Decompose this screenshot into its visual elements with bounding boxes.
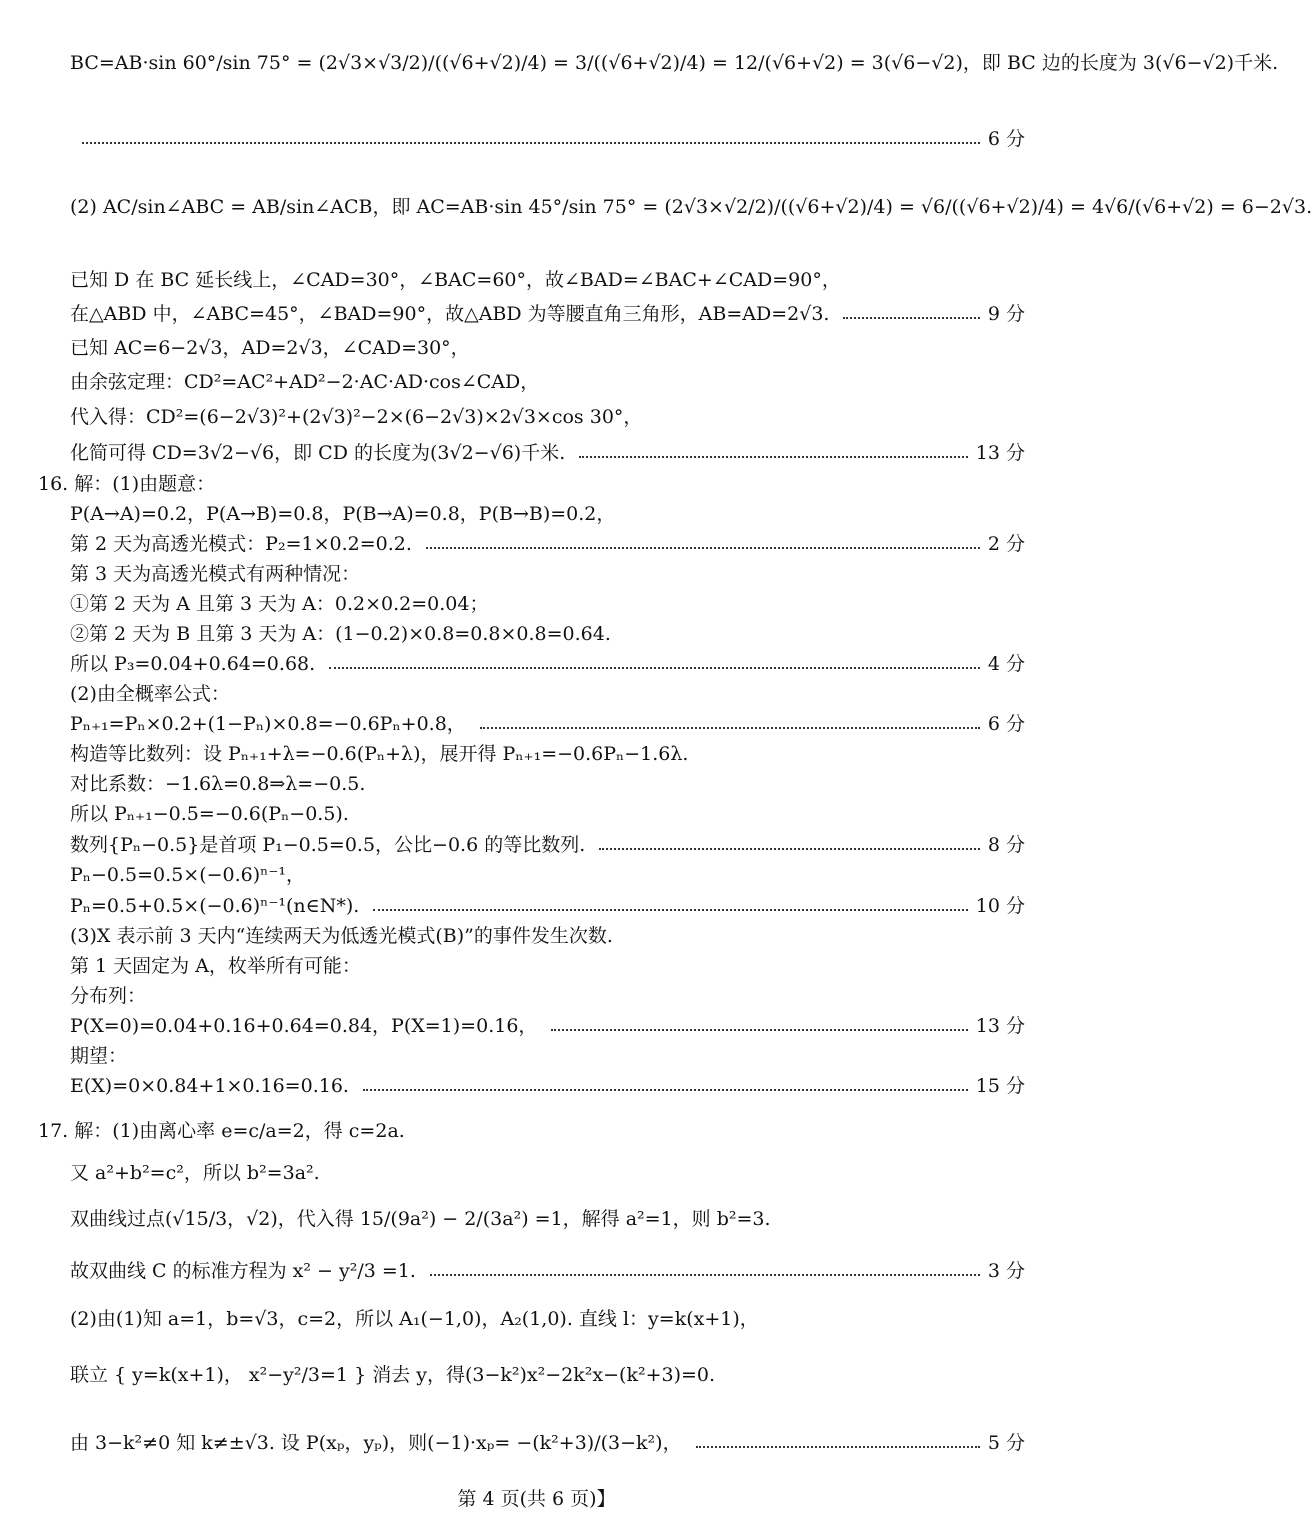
line-19 bbox=[70, 737, 1025, 771]
score-label: 5 分 bbox=[987, 1432, 1025, 1454]
line-text: 构造等比数列：设 Pₙ₊₁+λ=−0.6(Pₙ+λ)，展开得 Pₙ₊₁=−0.6Pₙ−1.6λ. bbox=[70, 743, 689, 765]
line-text: 分布列： bbox=[70, 985, 147, 1007]
line-17 bbox=[70, 677, 1025, 711]
score-label: 13 分 bbox=[975, 442, 1025, 464]
score-label: 9 分 bbox=[987, 303, 1025, 325]
line-text: 第 1 天固定为 A，枚举所有可能： bbox=[70, 955, 361, 977]
line-27 bbox=[70, 979, 1025, 1013]
line-4 bbox=[70, 263, 1025, 297]
line-text: P(X=0)=0.04+0.16+0.64=0.84，P(X=1)=0.16， bbox=[70, 1015, 538, 1037]
line-text: 在△ABD 中，∠ABC=45°，∠BAD=90°，故△ABD 为等腰直角三角形，AB=AD=2√3. bbox=[70, 303, 830, 325]
line-32 bbox=[70, 1156, 1025, 1190]
line-29 bbox=[70, 1039, 1025, 1073]
line-text: 联立 { y=k(x+1)， x²−y²/3=1 } 消去 y，得(3−k²)x²−2k²x−(k²+3)=0. bbox=[70, 1364, 716, 1386]
page-number: 第 4 页(共 6 页)】 bbox=[457, 1488, 616, 1510]
line-text: 所以 P₃=0.04+0.64=0.68. bbox=[70, 653, 316, 675]
line-text: (3)X 表示前 3 天内“连续两天为低透光模式(B)”的事件发生次数. bbox=[70, 925, 613, 947]
line-text: ②第 2 天为 B 且第 3 天为 A：(1−0.2)×0.8=0.8×0.8=0.64. bbox=[70, 623, 611, 645]
line-text: P(A→A)=0.2，P(A→B)=0.8，P(B→A)=0.8，P(B→B)=0.2， bbox=[70, 503, 616, 525]
line-24 bbox=[70, 889, 1025, 923]
dot-leader bbox=[843, 317, 979, 319]
dot-leader bbox=[329, 667, 980, 669]
dot-leader bbox=[426, 547, 980, 549]
line-text: 双曲线过点(√15/3，√2)，代入得 15/(9a²) − 2/(3a²) =1，解得 a²=1，则 b²=3. bbox=[70, 1208, 771, 1230]
line-37 bbox=[70, 1412, 1025, 1474]
line-22 bbox=[70, 828, 1025, 862]
line-text: (2)由全概率公式： bbox=[70, 683, 230, 705]
line-7 bbox=[70, 365, 1025, 399]
score-label: 6 分 bbox=[987, 713, 1025, 735]
dot-leader bbox=[82, 142, 980, 144]
line-12 bbox=[70, 527, 1025, 561]
line-text: 期望： bbox=[70, 1045, 128, 1067]
score-label: 10 分 bbox=[975, 895, 1025, 917]
dot-leader bbox=[363, 1089, 968, 1091]
line-13 bbox=[70, 557, 1025, 591]
line-text: Pₙ₊₁=Pₙ×0.2+(1−Pₙ)×0.8=−0.6Pₙ+0.8， bbox=[70, 713, 466, 735]
score-label: 6 分 bbox=[987, 128, 1025, 150]
line-10 bbox=[38, 467, 1025, 501]
score-label: 2 分 bbox=[987, 533, 1025, 555]
score-label: 3 分 bbox=[987, 1260, 1025, 1282]
line-text: 数列{Pₙ−0.5}是首项 P₁−0.5=0.5，公比−0.6 的等比数列. bbox=[70, 834, 586, 856]
line-text: ①第 2 天为 A 且第 3 天为 A：0.2×0.2=0.04； bbox=[70, 593, 489, 615]
line-text: 第 2 天为高透光模式：P₂=1×0.2=0.2. bbox=[70, 533, 412, 555]
line-text: 由 3−k²≠0 知 k≠±√3. 设 P(xₚ，yₚ)，则(−1)·xₚ= −(k²+3)/(3−k²)， bbox=[70, 1432, 682, 1454]
line-30 bbox=[70, 1069, 1025, 1103]
score-label: 4 分 bbox=[987, 653, 1025, 675]
line-8 bbox=[70, 400, 1025, 434]
score-label: 8 分 bbox=[987, 834, 1025, 856]
line-text: 17. 解：(1)由离心率 e=c/a=2，得 c=2a. bbox=[38, 1120, 405, 1142]
line-text: 16. 解：(1)由题意： bbox=[38, 473, 216, 495]
line-16 bbox=[70, 647, 1025, 681]
line-3 bbox=[70, 162, 1312, 252]
dot-leader bbox=[480, 727, 980, 729]
line-text: 故双曲线 C 的标准方程为 x² − y²/3 =1. bbox=[70, 1260, 416, 1282]
line-26 bbox=[70, 949, 1025, 983]
line-text: 已知 AC=6−2√3，AD=2√3，∠CAD=30°， bbox=[70, 337, 470, 359]
line-36 bbox=[70, 1330, 1025, 1420]
line-5 bbox=[70, 297, 1025, 331]
line-28 bbox=[70, 1009, 1025, 1043]
line-9 bbox=[70, 436, 1025, 470]
dot-leader bbox=[551, 1029, 967, 1031]
line-text: (2) AC/sin∠ABC = AB/sin∠ACB，即 AC=AB·sin 45°/sin 75° = (2√3×√2/2)/((√6+√2)/4) = √6/((√6+√2)/4) = 4√6/(√6+√2) = 6−2√3. bbox=[70, 196, 1312, 218]
line-text: BC=AB·sin 60°/sin 75° = (2√3×√3/2)/((√6+√2)/4) = 3/((√6+√2)/4) = 12/(√6+√2) = 3(√6−√2)，即 BC 边的长度为 3(√6−√2)千米. bbox=[70, 52, 1279, 74]
line-14 bbox=[70, 587, 1025, 621]
line-11 bbox=[70, 497, 1025, 531]
line-text: E(X)=0×0.84+1×0.16=0.16. bbox=[70, 1075, 349, 1097]
dot-leader bbox=[696, 1446, 980, 1448]
line-text: (2)由(1)知 a=1，b=√3，c=2，所以 A₁(−1,0)，A₂(1,0). 直线 l：y=k(x+1)， bbox=[70, 1308, 759, 1330]
line-21 bbox=[70, 797, 1025, 831]
line-text: 所以 Pₙ₊₁−0.5=−0.6(Pₙ−0.5). bbox=[70, 803, 349, 825]
line-18 bbox=[70, 707, 1025, 741]
line-25 bbox=[70, 919, 1025, 953]
dot-leader bbox=[430, 1274, 980, 1276]
score-label: 13 分 bbox=[975, 1015, 1025, 1037]
line-34 bbox=[70, 1240, 1025, 1302]
line-text: 第 3 天为高透光模式有两种情况： bbox=[70, 563, 361, 585]
line-31 bbox=[38, 1100, 1025, 1162]
line-text: 对比系数：−1.6λ=0.8⇒λ=−0.5. bbox=[70, 773, 366, 795]
line-23 bbox=[70, 858, 1025, 892]
line-text: 已知 D 在 BC 延长线上，∠CAD=30°，∠BAC=60°，故∠BAD=∠BAC+∠CAD=90°， bbox=[70, 269, 841, 291]
line-20 bbox=[70, 767, 1025, 801]
dot-leader bbox=[579, 456, 968, 458]
line-1 bbox=[70, 18, 1279, 108]
line-text: Pₙ=0.5+0.5×(−0.6)ⁿ⁻¹(n∈N*). bbox=[70, 895, 360, 917]
dot-leader bbox=[599, 848, 980, 850]
line-text: 代入得：CD²=(6−2√3)²+(2√3)²−2×(6−2√3)×2√3×cos 30°， bbox=[70, 406, 643, 428]
line-text: 由余弦定理：CD²=AC²+AD²−2·AC·AD·cos∠CAD， bbox=[70, 371, 540, 393]
line-text: 又 a²+b²=c²，所以 b²=3a². bbox=[70, 1162, 320, 1184]
line-15 bbox=[70, 617, 1025, 651]
score-label: 15 分 bbox=[975, 1075, 1025, 1097]
line-6 bbox=[70, 331, 1025, 365]
line-2 bbox=[70, 122, 1025, 156]
dot-leader bbox=[373, 909, 967, 911]
line-text: 化简可得 CD=3√2−√6，即 CD 的长度为(3√2−√6)千米. bbox=[70, 442, 566, 464]
line-text: Pₙ−0.5=0.5×(−0.6)ⁿ⁻¹， bbox=[70, 864, 306, 886]
